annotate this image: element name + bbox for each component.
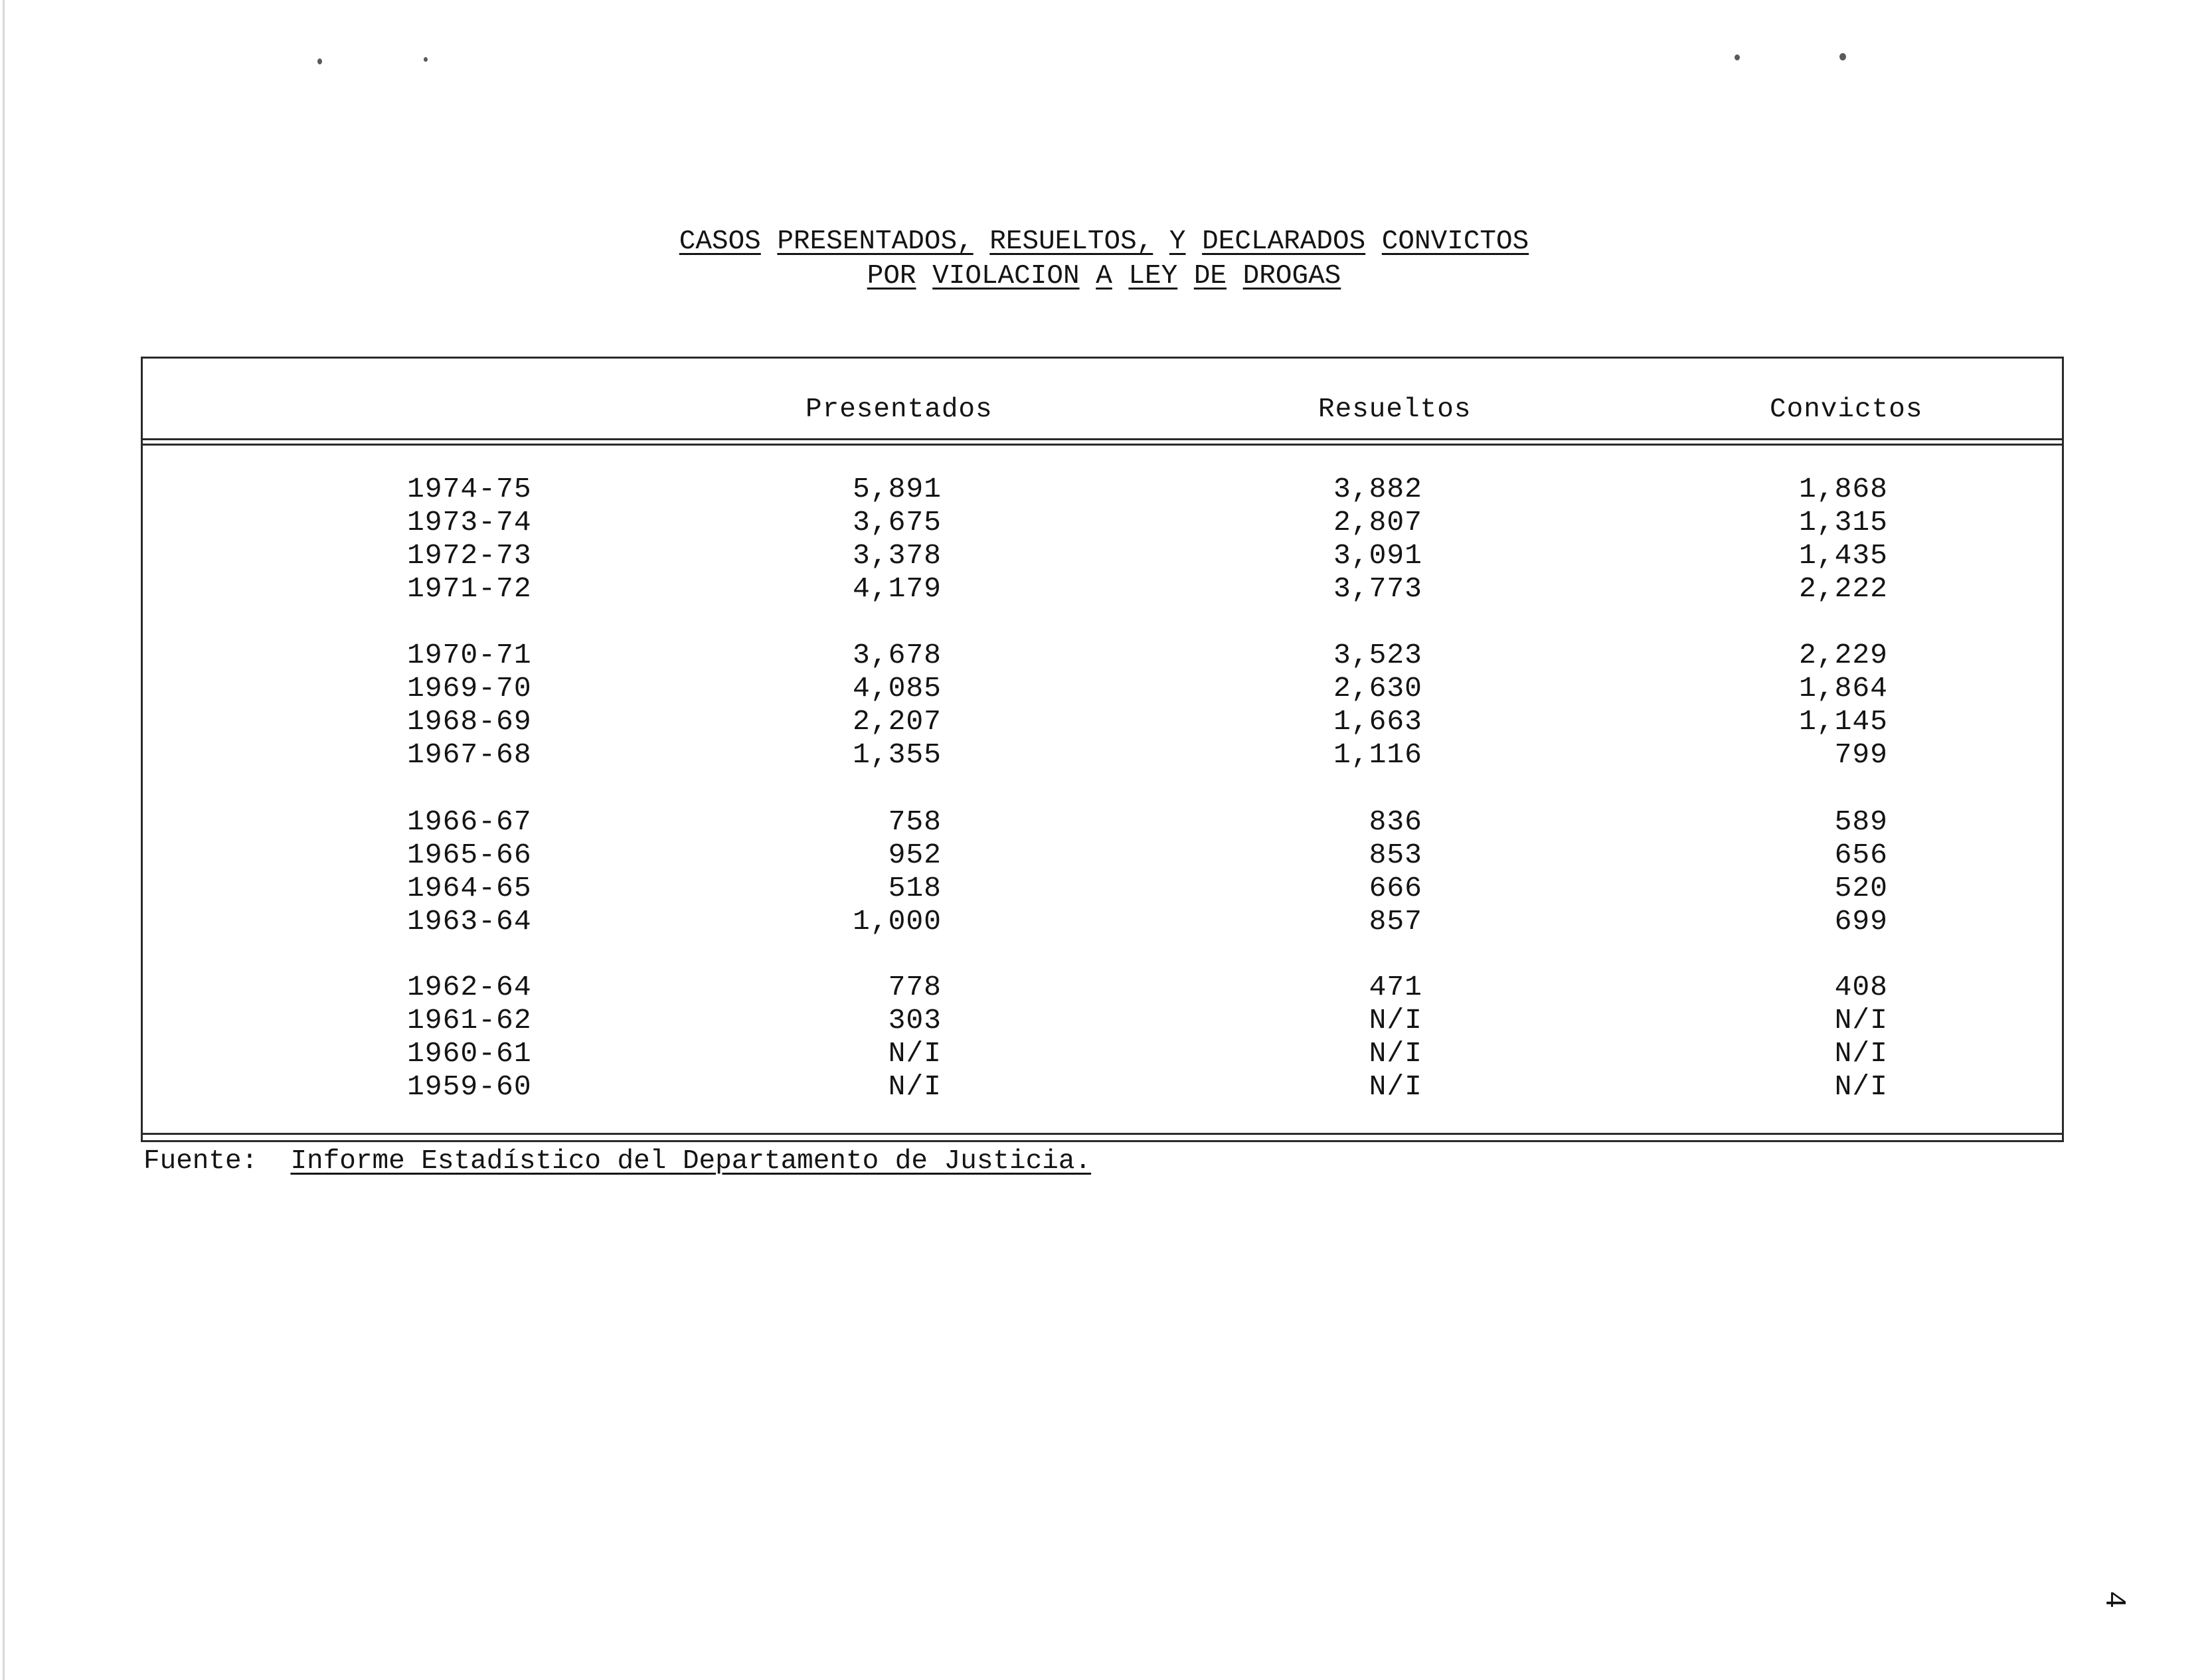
page-number: 4 bbox=[2097, 1590, 2131, 1609]
cell-convictos: 1,315 bbox=[1798, 506, 1888, 539]
scan-speck bbox=[1735, 54, 1740, 60]
cell-resueltos: N/I bbox=[1369, 1004, 1422, 1037]
title-word: LEY bbox=[1128, 261, 1178, 292]
cell-year: 1967-68 bbox=[407, 738, 532, 771]
cell-convictos: 656 bbox=[1834, 839, 1888, 871]
cell-convictos: 799 bbox=[1834, 738, 1888, 771]
title-word: DECLARADOS bbox=[1202, 226, 1366, 257]
title-word: VIOLACION bbox=[932, 261, 1080, 292]
cell-convictos: 1,868 bbox=[1798, 473, 1888, 505]
cell-convictos: 589 bbox=[1834, 805, 1888, 838]
cell-presentados: 518 bbox=[888, 872, 942, 904]
cell-resueltos: 3,773 bbox=[1333, 572, 1422, 605]
scan-speck bbox=[424, 57, 428, 62]
footer-rule-bottom bbox=[141, 1140, 2064, 1142]
cell-presentados: 3,378 bbox=[852, 539, 942, 572]
cell-presentados: 2,207 bbox=[852, 705, 942, 738]
cell-presentados: 778 bbox=[888, 971, 942, 1003]
cell-resueltos: 3,882 bbox=[1333, 473, 1422, 505]
table-title-line-1 bbox=[0, 224, 2208, 259]
cell-resueltos: 1,116 bbox=[1333, 738, 1422, 771]
cell-resueltos: 2,807 bbox=[1333, 506, 1422, 539]
cell-presentados: 758 bbox=[888, 805, 942, 838]
cell-resueltos: 1,663 bbox=[1333, 705, 1422, 738]
cell-year: 1966-67 bbox=[407, 805, 532, 838]
column-header-resueltos: Resueltos bbox=[1318, 394, 1472, 425]
scan-speck bbox=[317, 58, 322, 64]
cell-convictos: 1,145 bbox=[1798, 705, 1888, 738]
cell-convictos: N/I bbox=[1834, 1037, 1888, 1070]
cell-resueltos: 836 bbox=[1369, 805, 1422, 838]
title-word: CASOS bbox=[679, 226, 761, 257]
footer-rule-top bbox=[141, 1133, 2064, 1135]
cell-presentados: 5,891 bbox=[852, 473, 942, 505]
cell-year: 1964-65 bbox=[407, 872, 532, 904]
footnote-label: Fuente: bbox=[143, 1146, 258, 1177]
cell-resueltos: 857 bbox=[1369, 905, 1422, 938]
cell-presentados: 1,000 bbox=[852, 905, 942, 938]
cell-presentados: 4,085 bbox=[852, 672, 942, 705]
title-word: DE bbox=[1193, 261, 1227, 292]
cell-presentados: 952 bbox=[888, 839, 942, 871]
cell-year: 1969-70 bbox=[407, 672, 532, 705]
cell-convictos: 1,435 bbox=[1798, 539, 1888, 572]
cell-convictos: 699 bbox=[1834, 905, 1888, 938]
cell-year: 1972-73 bbox=[407, 539, 532, 572]
title-word: Y bbox=[1169, 226, 1186, 257]
cell-resueltos: 471 bbox=[1369, 971, 1422, 1003]
cell-year: 1961-62 bbox=[407, 1004, 532, 1037]
cell-presentados: 3,678 bbox=[852, 639, 942, 671]
cell-year: 1963-64 bbox=[407, 905, 532, 938]
cell-resueltos: 3,091 bbox=[1333, 539, 1422, 572]
header-rule-bottom bbox=[141, 444, 2064, 446]
column-header-convictos: Convictos bbox=[1770, 394, 1923, 425]
cell-resueltos: N/I bbox=[1369, 1037, 1422, 1070]
cell-presentados: 1,355 bbox=[852, 738, 942, 771]
cell-resueltos: N/I bbox=[1369, 1070, 1422, 1103]
cell-convictos: 408 bbox=[1834, 971, 1888, 1003]
title-word: RESUELTOS, bbox=[989, 226, 1153, 257]
cell-convictos: N/I bbox=[1834, 1004, 1888, 1037]
cell-year: 1960-61 bbox=[407, 1037, 532, 1070]
title-word: DROGAS bbox=[1242, 261, 1341, 292]
title-word: A bbox=[1096, 261, 1112, 292]
cell-convictos: 1,864 bbox=[1798, 672, 1888, 705]
cell-presentados: 303 bbox=[888, 1004, 942, 1037]
cell-resueltos: 2,630 bbox=[1333, 672, 1422, 705]
column-header-presentados: Presentados bbox=[806, 394, 993, 425]
header-rule-top bbox=[141, 438, 2064, 440]
cell-convictos: N/I bbox=[1834, 1070, 1888, 1103]
cell-year: 1970-71 bbox=[407, 639, 532, 671]
source-footnote bbox=[143, 1144, 1091, 1179]
footnote-source: Informe Estadístico del Departamento de Justicia. bbox=[290, 1146, 1092, 1177]
cell-convictos: 520 bbox=[1834, 872, 1888, 904]
cell-convictos: 2,229 bbox=[1798, 639, 1888, 671]
cell-year: 1974-75 bbox=[407, 473, 532, 505]
table-title-line-2 bbox=[0, 259, 2208, 294]
cell-resueltos: 666 bbox=[1369, 872, 1422, 904]
cell-convictos: 2,222 bbox=[1798, 572, 1888, 605]
cell-presentados: N/I bbox=[888, 1037, 942, 1070]
cell-year: 1968-69 bbox=[407, 705, 532, 738]
cell-presentados: 4,179 bbox=[852, 572, 942, 605]
scan-speck bbox=[1839, 53, 1846, 60]
cell-resueltos: 3,523 bbox=[1333, 639, 1422, 671]
title-word: POR bbox=[867, 261, 916, 292]
cell-presentados: N/I bbox=[888, 1070, 942, 1103]
cell-year: 1959-60 bbox=[407, 1070, 532, 1103]
cell-year: 1971-72 bbox=[407, 572, 532, 605]
cell-presentados: 3,675 bbox=[852, 506, 942, 539]
title-word: CONVICTOS bbox=[1381, 226, 1529, 257]
title-word: PRESENTADOS, bbox=[777, 226, 974, 257]
cell-year: 1962-64 bbox=[407, 971, 532, 1003]
cell-year: 1965-66 bbox=[407, 839, 532, 871]
cell-resueltos: 853 bbox=[1369, 839, 1422, 871]
cell-year: 1973-74 bbox=[407, 506, 532, 539]
